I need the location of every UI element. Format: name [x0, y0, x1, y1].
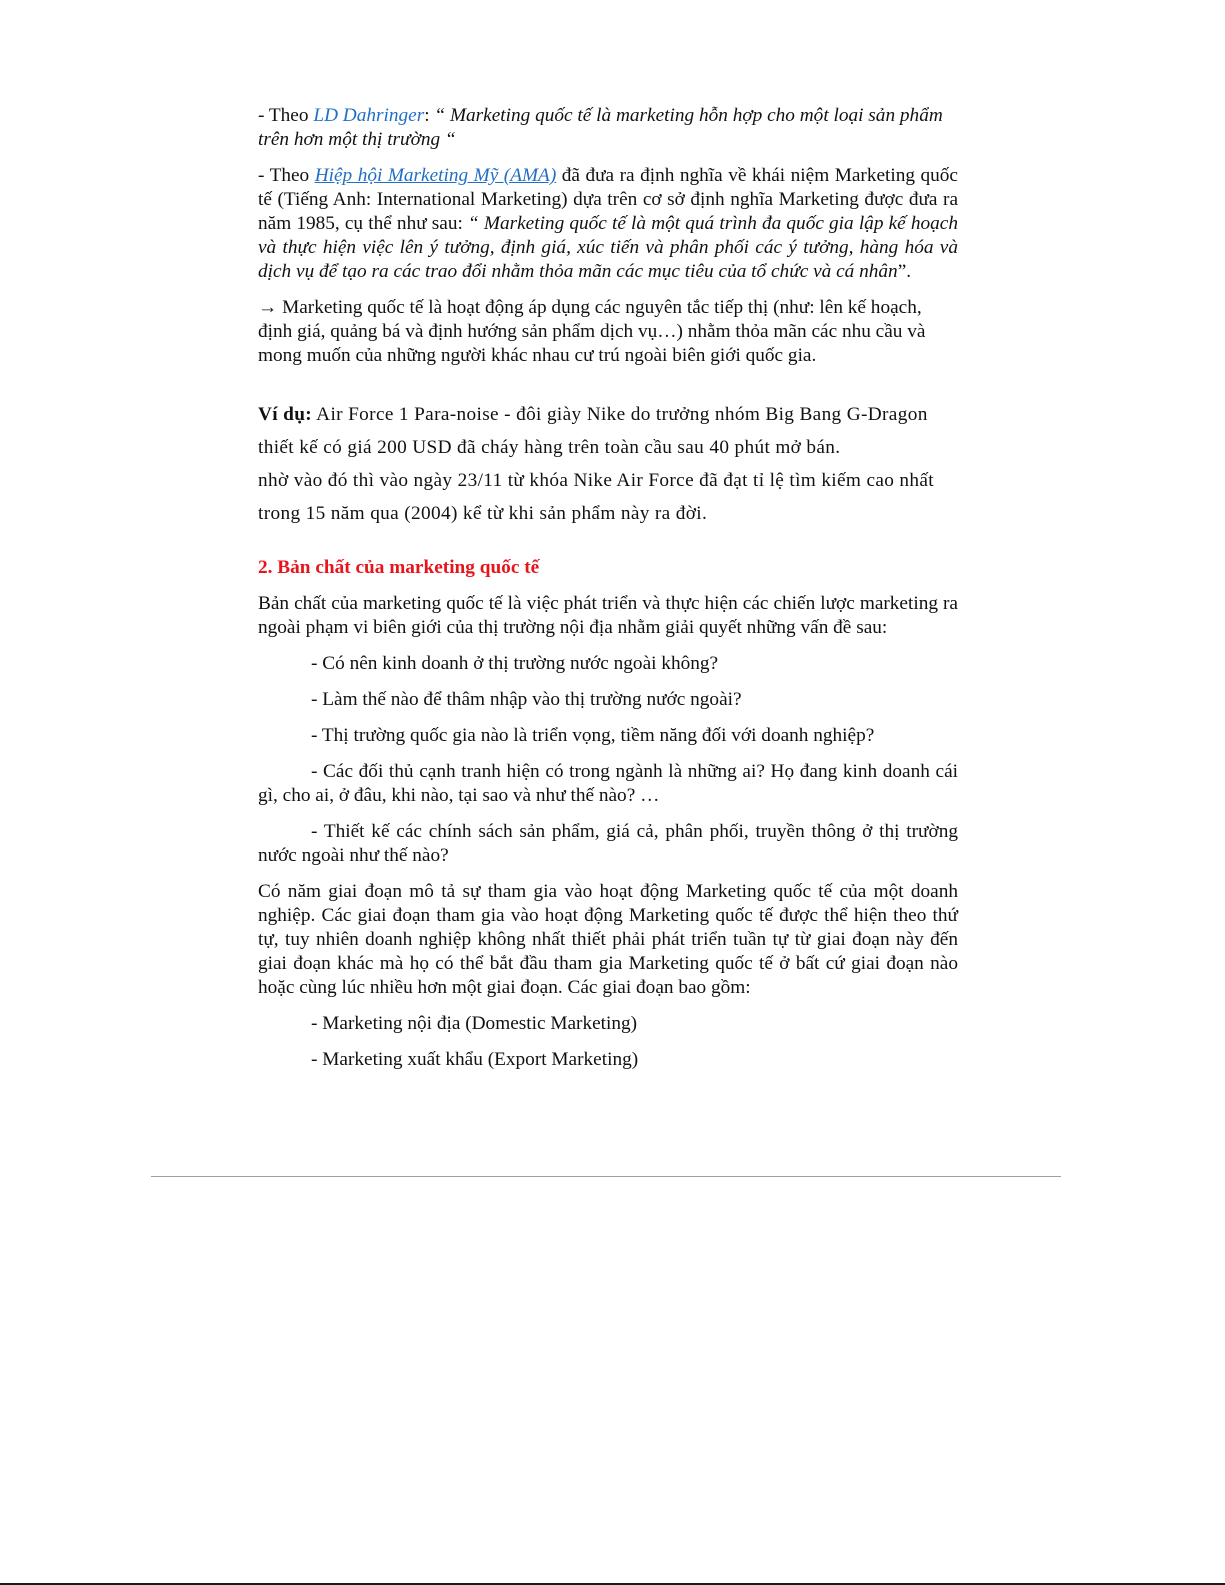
example-line-1 — [258, 398, 958, 431]
example-line-3: nhờ vào đó thì vào ngày 23/11 từ khóa Nike Air Force đã đạt tỉ lệ tìm kiếm cao nhất — [258, 470, 935, 491]
question-competitors: - Các đối thủ cạnh tranh hiện có trong ngành là những ai? Họ đang kinh doanh cái gì, cho ai, ở đâu, khi nào, tại sao và như thế nào? … — [258, 761, 958, 806]
section-intro: Bản chất của marketing quốc tế là việc phát triển và thực hiện các chiến lược marketing ra ngoài phạm vi biên giới của thị trường nội địa nhằm giải quyết những vấn đề sau: — [258, 593, 958, 638]
ama-link[interactable]: Hiệp hội Marketing Mỹ (AMA) — [314, 165, 557, 186]
dahringer-quote: “ Marketing quốc tế là marketing hỗn hợp cho một loại sản phẩm trên hơn một thị trường “ — [258, 105, 943, 150]
example-label: Ví dụ: — [258, 404, 313, 425]
ama-quote-end: ”. — [897, 261, 912, 282]
section-heading: 2. Bản chất của marketing quốc tế — [258, 557, 540, 578]
stage-item: - Marketing nội địa (Domestic Marketing) — [311, 1013, 638, 1034]
conclusion-paragraph — [258, 296, 958, 368]
ama-prefix: - Theo — [258, 165, 315, 186]
example-block — [258, 398, 958, 530]
stage-item: - Marketing xuất khẩu (Export Marketing) — [311, 1049, 639, 1070]
ama-text: đã đưa ra định nghĩa về khái niệm Marketing quốc tế (Tiếng Anh: International Marketing) dựa trên cơ sở định nghĩa Marketing được đưa ra năm 1985, cụ thể như sau: — [258, 165, 958, 234]
dahringer-prefix: - Theo — [258, 105, 314, 126]
conclusion-text: Marketing quốc tế là hoạt động áp dụng các nguyên tắc tiếp thị (như: lên kế hoạch, định giá, quảng bá và định hướng sản phẩm dịch vụ…) nhằm thỏa mãn các nhu cầu và mong muốn của những người khác nhau cư trú ngoài biên giới quốc gia. — [258, 297, 926, 366]
ama-quote: “ Marketing quốc tế là một quá trình đa quốc gia lập kế hoạch và thực hiện việc lên ý tưởng, định giá, xúc tiến và phân phối các ý tưởng, hàng hóa và dịch vụ để tạo ra các trao đổi nhằm thỏa mãn các mục tiêu của tổ chức và cá nhân — [258, 213, 958, 282]
example-line-2: thiết kế có giá 200 USD đã cháy hàng trên toàn cầu sau 40 phút mở bán. — [258, 437, 841, 458]
page-divider — [151, 1176, 1061, 1177]
dahringer-definition — [258, 104, 958, 152]
example-line-4: trong 15 năm qua (2004) kể từ khi sản phẩm này ra đời. — [258, 503, 708, 524]
question-policies: - Thiết kế các chính sách sản phẩm, giá cả, phân phối, truyền thông ở thị trường nước ngoài như thế nào? — [258, 821, 958, 866]
ama-definition — [258, 164, 958, 284]
question-item: - Thị trường quốc gia nào là triển vọng, tiềm năng đối với doanh nghiệp? — [311, 725, 875, 746]
dahringer-author: LD Dahringer — [313, 105, 425, 126]
document-page — [258, 104, 958, 1084]
arrow-icon: → — [258, 297, 278, 318]
stages-intro: Có năm giai đoạn mô tả sự tham gia vào hoạt động Marketing quốc tế của một doanh nghiệp. Các giai đoạn tham gia vào hoạt động Marketing quốc tế được thể hiện theo thứ tự, tuy nhiên doanh nghiệp không nhất thiết phải phát triển tuần tự từ giai đoạn này đến giai đoạn khác mà họ có thể bắt đầu tham gia Marketing quốc tế ở bất cứ giai đoạn nào hoặc cùng lúc nhiều hơn một giai đoạn. Các giai đoạn bao gồm: — [258, 881, 958, 998]
example-text-1: Air Force 1 Para-noise - đôi giày Nike do trưởng nhóm Big Bang G-Dragon — [312, 404, 928, 425]
question-item: - Làm thế nào để thâm nhập vào thị trường nước ngoài? — [311, 689, 742, 710]
question-item: - Có nên kinh doanh ở thị trường nước ngoài không? — [311, 653, 719, 674]
dahringer-colon: : — [424, 105, 435, 126]
